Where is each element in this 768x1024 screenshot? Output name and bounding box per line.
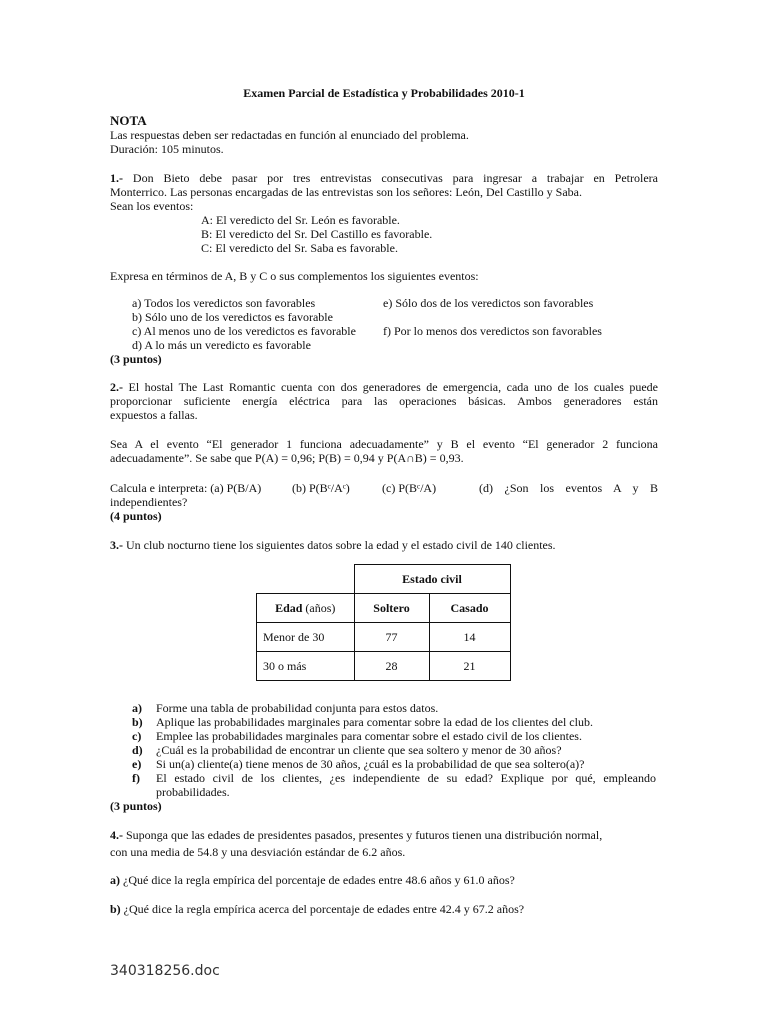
table-row-header: [257, 594, 355, 623]
q2-intro: [110, 380, 658, 422]
table-row: [257, 623, 511, 652]
q2-calc-c: (c) P(Bᶜ/A): [382, 481, 437, 495]
q2-points: (4 puntos): [110, 509, 162, 523]
table-row-label: 30 o más: [257, 652, 355, 681]
q1-events-intro: Sean los eventos:: [110, 199, 194, 213]
q3-item-c: [132, 729, 582, 743]
q4-line-1-text: Suponga que las edades de presidentes pasados, presentes y futuros tienen una distribución normal,: [126, 828, 603, 842]
q2-calc-b: (b) P(Bᶜ/Aᶜ): [292, 481, 350, 495]
q4-item-a: [110, 873, 515, 887]
table-cell: 14: [429, 623, 510, 652]
q2-calc-a: Calcula e interpreta: (a) P(B/A): [110, 481, 262, 495]
q3-item-text: Forme una tabla de probabilidad conjunta para estos datos.: [156, 701, 439, 715]
q4-item-a-label: a): [110, 873, 120, 887]
q3-item-label: a): [132, 701, 142, 715]
q1-number: 1.-: [110, 171, 123, 185]
table-row-header-anos: (años): [305, 601, 336, 615]
table-row: [257, 652, 511, 681]
q3-item-text: El estado civil de los clientes, ¿es independiente de su edad? Explique por qué, empleando: [156, 771, 656, 785]
q3-intro: [110, 538, 556, 552]
q3-item-e: [132, 757, 585, 771]
table-blank-cell: [257, 565, 355, 594]
q1-event-a: A: El veredicto del Sr. León es favorable.: [201, 213, 400, 227]
q3-item-text: Aplique las probabilidades marginales para comentar sobre la edad de los clientes del club.: [156, 715, 593, 729]
q3-item-label: c): [132, 729, 142, 743]
table-cell: 21: [429, 652, 510, 681]
q1-event-c: C: El veredicto del Sr. Saba es favorable.: [201, 241, 398, 255]
q3-item-text: Emplee las probabilidades marginales para comentar sobre el estado civil de los clientes.: [156, 729, 582, 743]
q3-item-f: [132, 771, 658, 785]
q1-intro: [110, 171, 658, 199]
q1-instruction: Expresa en términos de A, B y C o sus complementos los siguientes eventos:: [110, 269, 479, 283]
q4-item-b-label: b): [110, 902, 121, 916]
q2-def-line-1: Sea A el evento “El generador 1 funciona adecuadamente” y B el evento “El generador 2 funciona: [110, 437, 658, 451]
q3-number: 3.-: [110, 538, 123, 552]
q3-points: (3 puntos): [110, 799, 162, 813]
q3-item-label: b): [132, 715, 143, 729]
table-col-soltero: Soltero: [354, 594, 429, 623]
nota-line-2: Duración: 105 minutos.: [110, 142, 224, 156]
q1-item-b: b) Sólo uno de los veredictos es favorable: [132, 310, 333, 324]
q3-item-label: f): [132, 771, 140, 785]
nota-line-1: Las respuestas deben ser redactadas en función al enunciado del problema.: [110, 128, 469, 142]
q2-def-line-2: adecuadamente”. Se sabe que P(A) = 0,96; P(B) = 0,94 y P(A∩B) = 0,93.: [110, 451, 464, 465]
q2-calc-d-cont: independientes?: [110, 495, 188, 509]
q4-line-1: [110, 828, 602, 842]
q4-item-a-text: ¿Qué dice la regla empírica del porcentaje de edades entre 48.6 años y 61.0 años?: [123, 873, 515, 887]
q3-item-text: ¿Cuál es la probabilidad de encontrar un cliente que sea soltero y menor de 30 años?: [156, 743, 562, 757]
q3-item-d: [132, 743, 562, 757]
q3-intro-text: Un club nocturno tiene los siguientes datos sobre la edad y el estado civil de 140 clientes.: [126, 538, 556, 552]
q1-points: (3 puntos): [110, 352, 162, 366]
q4-item-b: [110, 902, 524, 916]
q1-event-b: B: El veredicto del Sr. Del Castillo es favorable.: [201, 227, 433, 241]
table-row-label: Menor de 30: [257, 623, 355, 652]
q1-intro-line-1: Don Bieto debe pasar por tres entrevistas consecutivas para ingresar a trabajar en Petrolera: [132, 171, 658, 185]
table-group-header: Estado civil: [354, 565, 510, 594]
q2-line-2: proporcionar suficiente energía eléctrica para las operaciones básicas. Ambos generadores están: [110, 394, 658, 408]
q1-item-f: f) Por lo menos dos veredictos son favorables: [383, 324, 602, 338]
exam-title: Examen Parcial de Estadística y Probabilidades 2010-1: [243, 86, 525, 100]
q3-item-text: Si un(a) cliente(a) tiene menos de 30 años, ¿cuál es la probabilidad de que sea soltero(a)?: [156, 757, 585, 771]
table-cell: 77: [354, 623, 429, 652]
q3-item-a: [132, 701, 438, 715]
q3-data-table: [256, 564, 511, 681]
q3-item-label: e): [132, 757, 142, 771]
q4-number: 4.-: [110, 828, 123, 842]
q1-intro-line-2: Monterrico. Las personas encargadas de las entrevistas son los señores: León, Del Castillo y Saba.: [110, 185, 582, 199]
q2-definition: [110, 437, 658, 465]
q4-item-b-text: ¿Qué dice la regla empírica acerca del porcentaje de edades entre 42.4 y 67.2 años?: [123, 902, 525, 916]
table-cell: 28: [354, 652, 429, 681]
q2-line-3: expuestos a fallas.: [110, 408, 198, 422]
document-filename: 340318256.doc: [110, 963, 220, 979]
q1-item-d: d) A lo más un veredicto es favorable: [132, 338, 311, 352]
q1-item-a: a) Todos los veredictos son favorables: [132, 296, 316, 310]
q1-item-e: e) Sólo dos de los veredictos son favorables: [383, 296, 594, 310]
q1-item-c: c) Al menos uno de los veredictos es favorable: [132, 324, 356, 338]
table-row-header-edad: Edad: [275, 601, 303, 615]
q2-line-1: El hostal The Last Romantic cuenta con dos generadores de emergencia, cada uno de los cuales puede: [128, 380, 659, 394]
q2-number: 2.-: [110, 380, 123, 394]
q3-item-b: [132, 715, 593, 729]
q2-calc-d: (d) ¿Son los eventos A y B: [479, 481, 658, 495]
q4-line-2: con una media de 54.8 y una desviación estándar de 6.2 años.: [110, 845, 406, 859]
nota-heading: NOTA: [110, 113, 147, 128]
table-col-casado: Casado: [429, 594, 510, 623]
q3-item-f-cont: probabilidades.: [156, 785, 230, 799]
q3-item-label: d): [132, 743, 143, 757]
